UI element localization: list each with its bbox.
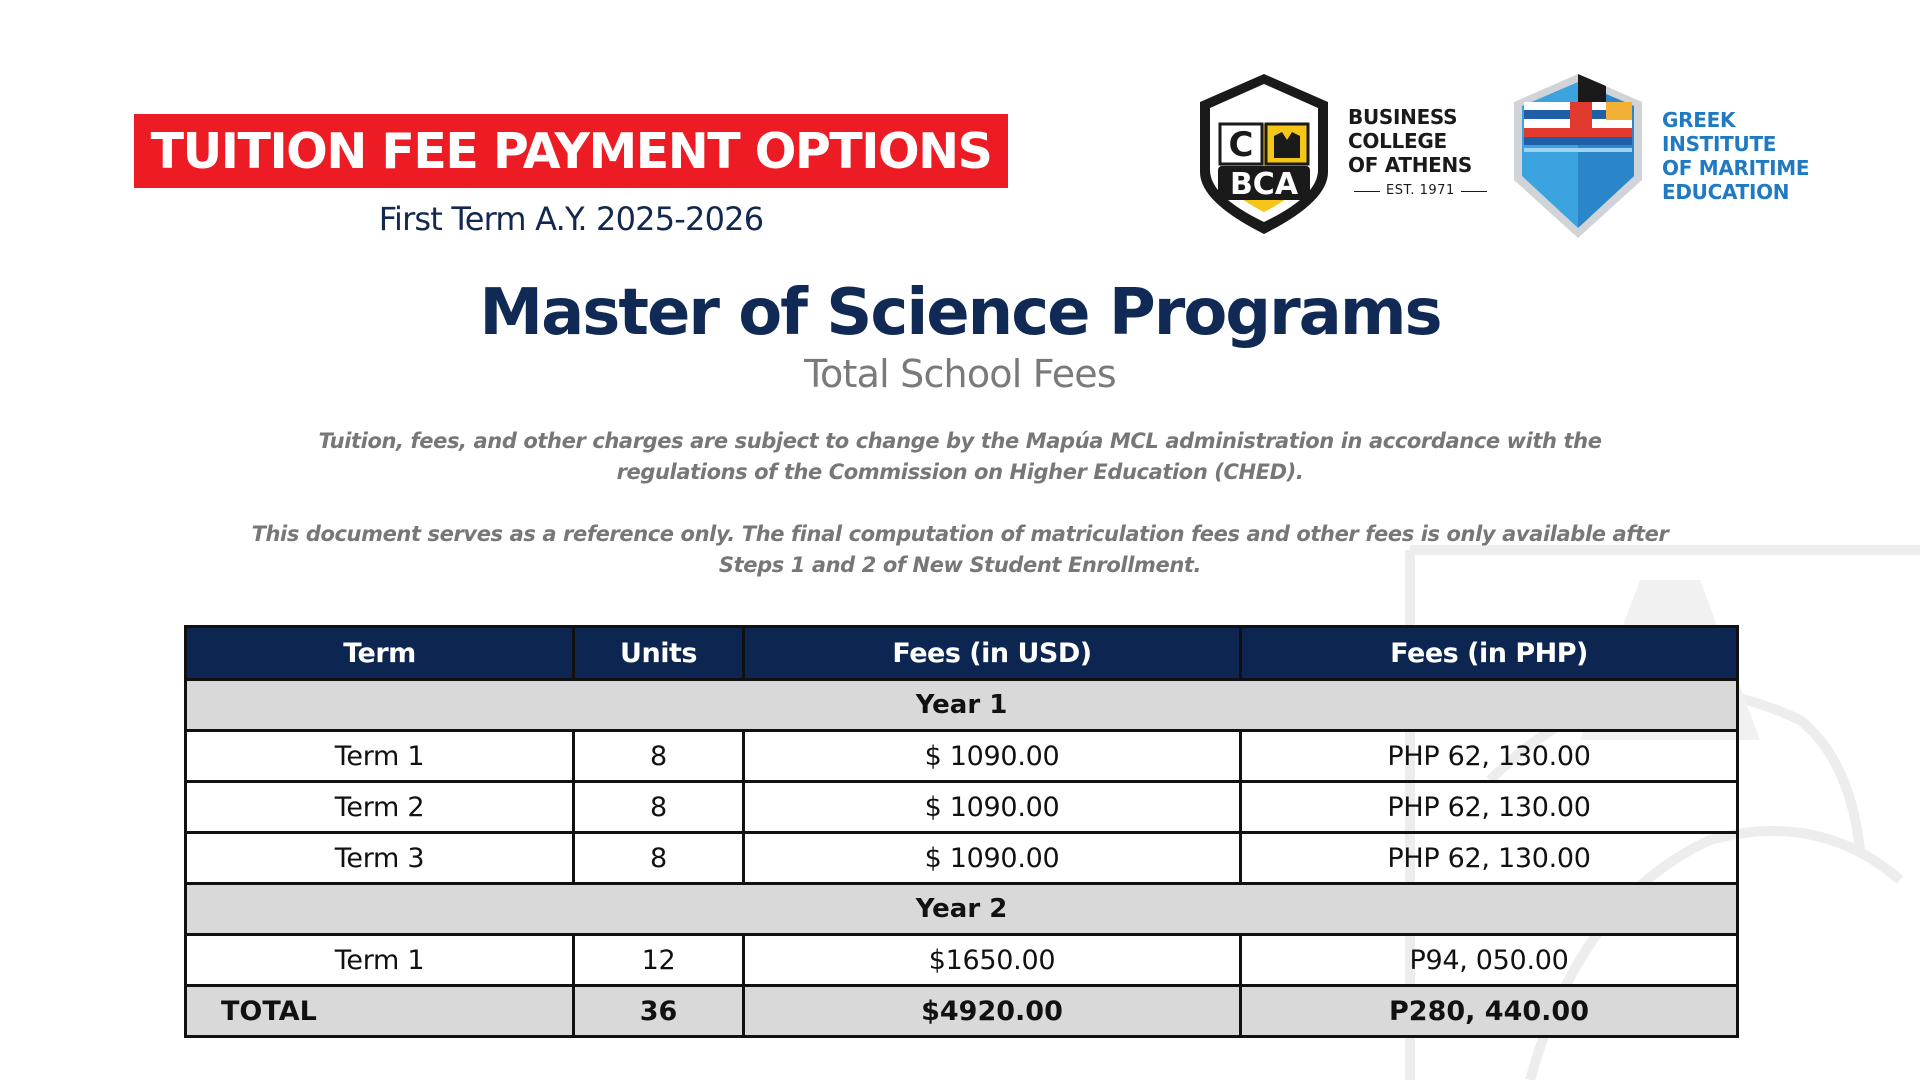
table-row	[186, 782, 1738, 833]
bca-name	[1348, 105, 1493, 203]
cell-fees-php: P94, 050.00	[1241, 935, 1738, 986]
cell-term: Term 3	[186, 833, 574, 884]
column-header-term: Term	[186, 627, 574, 680]
gime-name-line: GREEK	[1662, 108, 1736, 132]
cell-units: 8	[574, 782, 744, 833]
table-header-row	[186, 627, 1738, 680]
column-header-units: Units	[574, 627, 744, 680]
total-units: 36	[574, 986, 744, 1037]
disclaimer-line: Steps 1 and 2 of New Student Enrollment.	[718, 553, 1202, 577]
fee-table	[184, 625, 1739, 1038]
bca-mark-letter: C	[1228, 125, 1254, 165]
cell-term: Term 1	[186, 731, 574, 782]
gime-shield-icon	[1510, 72, 1646, 240]
bca-name-line: BUSINESS	[1348, 105, 1458, 129]
bca-name-line: COLLEGE	[1348, 129, 1447, 153]
year-1-row	[186, 680, 1738, 731]
page-subtitle: Total School Fees	[804, 352, 1116, 396]
bca-established	[1348, 179, 1493, 203]
disclaimer-line: Tuition, fees, and other charges are subject to change by the Mapúa MCL administration in accordance with the	[318, 429, 1602, 453]
table-row	[186, 731, 1738, 782]
cell-fees-php: PHP 62, 130.00	[1241, 833, 1738, 884]
bca-name-line: OF ATHENS	[1348, 153, 1473, 177]
total-row	[186, 986, 1738, 1037]
bca-shield-icon	[1196, 72, 1332, 236]
column-header-fees-usd: Fees (in USD)	[744, 627, 1241, 680]
cell-units: 12	[574, 935, 744, 986]
banner-title: TUITION FEE PAYMENT OPTIONS	[150, 122, 992, 180]
page-title: Master of Science Programs	[479, 276, 1441, 350]
gime-name-line: EDUCATION	[1662, 180, 1790, 204]
column-header-fees-php: Fees (in PHP)	[1241, 627, 1738, 680]
total-fees-usd: $4920.00	[744, 986, 1241, 1037]
header-banner	[134, 114, 1008, 188]
table-row	[186, 935, 1738, 986]
gime-logo	[1510, 72, 1809, 240]
gime-name	[1662, 108, 1809, 204]
total-fees-php: P280, 440.00	[1241, 986, 1738, 1037]
table-row	[186, 833, 1738, 884]
disclaimer-line: regulations of the Commission on Higher Education (CHED).	[616, 460, 1304, 484]
bca-mark-text: BCA	[1229, 167, 1299, 202]
cell-fees-php: PHP 62, 130.00	[1241, 782, 1738, 833]
term-subtitle: First Term A.Y. 2025-2026	[378, 200, 764, 238]
gime-name-line: INSTITUTE	[1662, 132, 1777, 156]
disclaimer-changes	[220, 426, 1700, 488]
cell-fees-php: PHP 62, 130.00	[1241, 731, 1738, 782]
bca-logo	[1196, 72, 1493, 236]
cell-fees-usd: $ 1090.00	[744, 731, 1241, 782]
cell-term: Term 1	[186, 935, 574, 986]
cell-fees-usd: $1650.00	[744, 935, 1241, 986]
cell-units: 8	[574, 833, 744, 884]
gime-name-line: OF MARITIME	[1662, 156, 1810, 180]
bca-est-text: EST. 1971	[1386, 183, 1455, 198]
cell-fees-usd: $ 1090.00	[744, 833, 1241, 884]
disclaimer-reference	[220, 519, 1700, 581]
year-2-row	[186, 884, 1738, 935]
year-label: Year 1	[186, 680, 1738, 731]
disclaimer-line: This document serves as a reference only. The final computation of matriculation fees and other fees is only available after	[251, 522, 1669, 546]
total-label: TOTAL	[186, 986, 574, 1037]
cell-term: Term 2	[186, 782, 574, 833]
cell-fees-usd: $ 1090.00	[744, 782, 1241, 833]
year-label: Year 2	[186, 884, 1738, 935]
cell-units: 8	[574, 731, 744, 782]
